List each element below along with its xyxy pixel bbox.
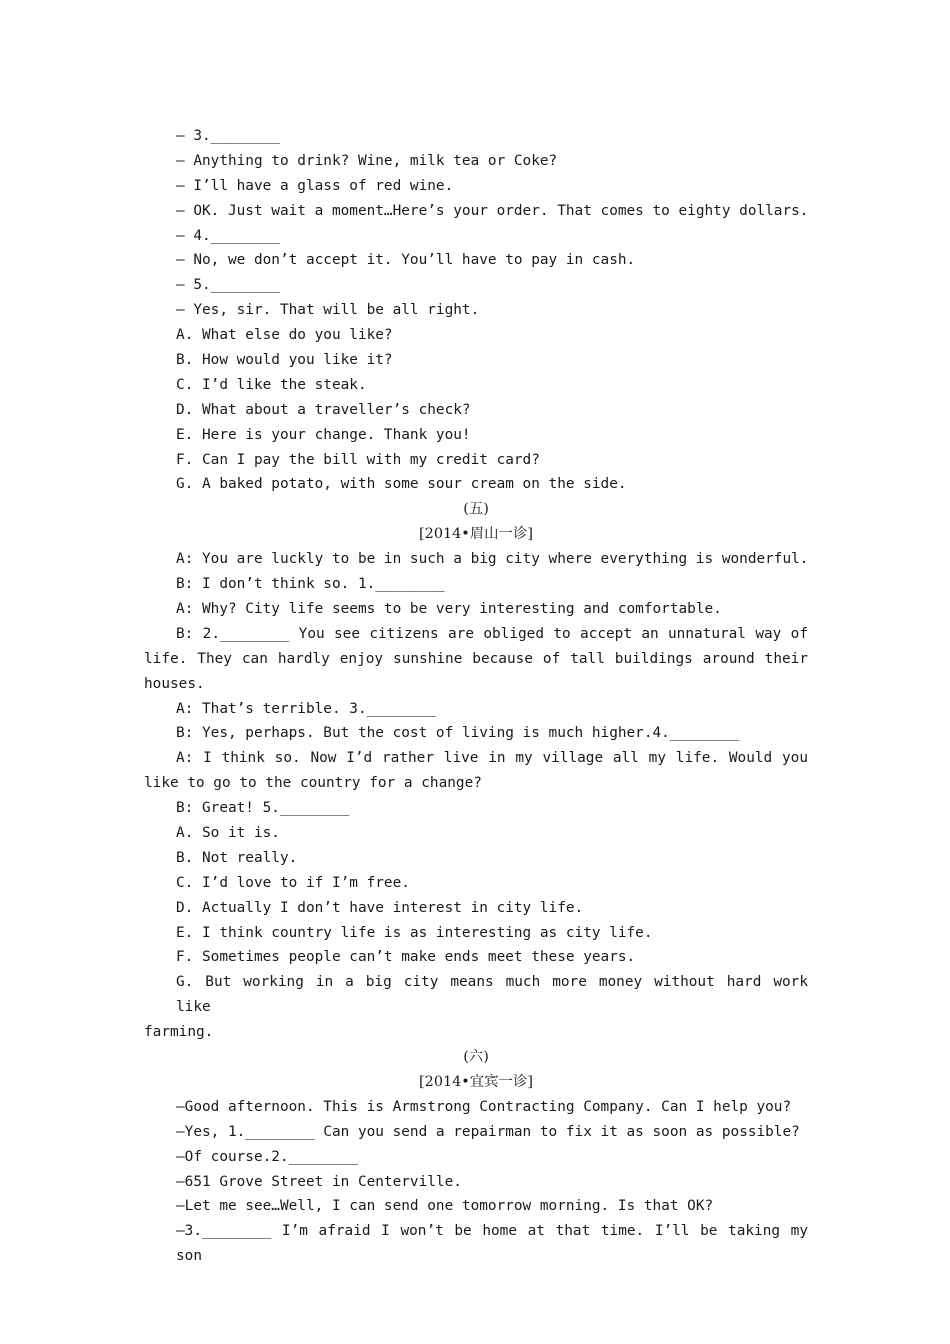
option-item: B. How would you like it? <box>176 352 393 369</box>
dialogue-line: — 3.________ <box>176 128 280 144</box>
paragraph-line: houses. <box>144 675 205 692</box>
paragraph-line: farming. <box>144 1024 214 1041</box>
option-item: B. Not really. <box>176 849 298 866</box>
option-item: D. What about a traveller’s check? <box>176 401 471 418</box>
option-item: C. I’d like the steak. <box>176 376 367 393</box>
dialogue-line: —651 Grove Street in Centerville. <box>176 1173 462 1190</box>
option-item: F. Sometimes people can’t make ends meet these years. <box>176 949 636 966</box>
dialogue-line: — Anything to drink? Wine, milk tea or Coke? <box>176 152 558 169</box>
option-item: E. I think country life is as interesting as city life. <box>176 924 653 941</box>
option-item: G. A baked potato, with some sour cream on the side. <box>176 476 627 493</box>
dialogue-line: — Yes, sir. That will be all right. <box>176 302 480 319</box>
option-item: F. Can I pay the bill with my credit card? <box>176 451 540 468</box>
dialogue-line: B: Yes, perhaps. But the cost of living is much higher.4.________ <box>176 725 740 742</box>
paragraph-line: G. But working in a big city means much more money without hard work like <box>176 974 808 1016</box>
section-source: [2014•眉山一诊] <box>419 526 533 543</box>
dialogue-line: A: That’s terrible. 3.________ <box>176 700 436 717</box>
option-item: E. Here is your change. Thank you! <box>176 426 471 443</box>
paragraph-line: A: I think so. Now I’d rather live in my village all my life. Would you <box>176 750 808 767</box>
dialogue-paragraph <box>144 1219 808 1269</box>
dialogue-line: B: Great! 5.________ <box>176 800 350 817</box>
dialogue-line: A: You are luckly to be in such a big city where everything is wonderful. <box>176 551 809 568</box>
dialogue-line: — 5.________ <box>176 277 280 294</box>
option-paragraph <box>144 970 808 1045</box>
dialogue-line: —Let me see…Well, I can send one tomorrow morning. Is that OK? <box>176 1198 714 1215</box>
document-page <box>144 124 808 1269</box>
dialogue-line: — 4.________ <box>176 227 280 244</box>
paragraph-line: life. They can hardly enjoy sunshine because of tall buildings around their <box>144 650 808 667</box>
dialogue-line: —Of course.2.________ <box>176 1148 358 1165</box>
dialogue-paragraph <box>144 622 808 697</box>
dialogue-line: — No, we don’t accept it. You’ll have to pay in cash. <box>176 252 636 269</box>
option-item: A. So it is. <box>176 825 280 842</box>
dialogue-line: — I’ll have a glass of red wine. <box>176 177 454 194</box>
option-item: D. Actually I don’t have interest in city life. <box>176 899 584 916</box>
paragraph-line: —3.________ I’m afraid I won’t be home at that time. I’ll be taking my son <box>176 1223 808 1265</box>
option-item: A. What else do you like? <box>176 327 393 344</box>
dialogue-line: A: Why? City life seems to be very interesting and comfortable. <box>176 600 722 617</box>
section-heading: (五) <box>463 501 489 518</box>
paragraph-line: B: 2.________ You see citizens are obliged to accept an unnatural way of <box>176 625 808 642</box>
dialogue-line: —Good afternoon. This is Armstrong Contracting Company. Can I help you? <box>176 1098 792 1115</box>
dialogue-line: —Yes, 1.________ Can you send a repairman to fix it as soon as possible? <box>176 1123 800 1140</box>
dialogue-line: B: I don’t think so. 1.________ <box>176 576 445 593</box>
section-source: [2014•宜宾一诊] <box>419 1073 533 1090</box>
dialogue-paragraph <box>144 746 808 796</box>
option-item: C. I’d love to if I’m free. <box>176 874 410 891</box>
paragraph-line: like to go to the country for a change? <box>144 775 482 792</box>
section-heading: (六) <box>463 1049 489 1066</box>
dialogue-line: — OK. Just wait a moment…Here’s your order. That comes to eighty dollars. <box>176 202 809 219</box>
